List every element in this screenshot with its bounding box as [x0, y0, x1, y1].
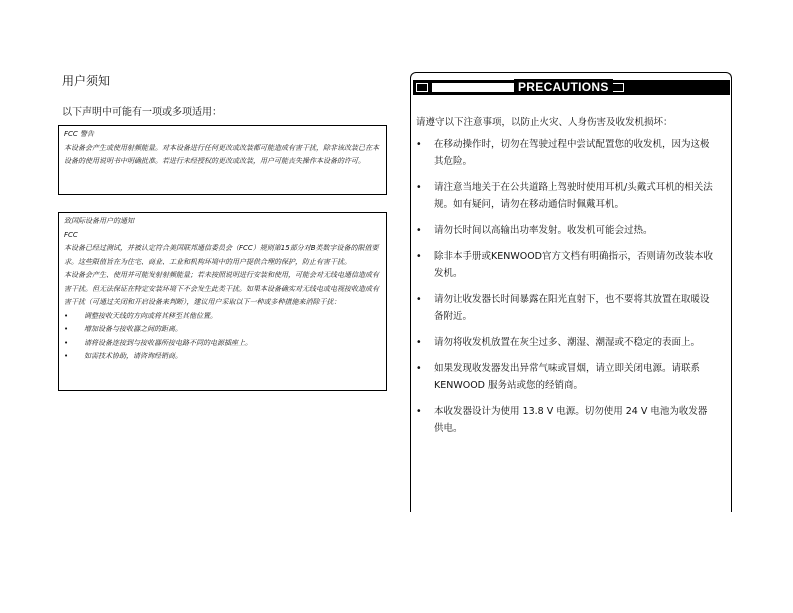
intl-notice-subheading: FCC — [64, 230, 78, 239]
bullet-icon: • — [64, 325, 69, 333]
precautions-intro: 请遵守以下注意事项，以防止火灾、人身伤害及收发机损坏： — [416, 117, 673, 128]
list-item: • 增加设备与接收器之间的距离。 — [64, 323, 381, 337]
fcc-warning-box — [58, 125, 387, 195]
precautions-title: PRECAUTIONS — [514, 79, 613, 95]
bullet-icon: • — [416, 225, 422, 236]
intl-notice-box — [58, 212, 387, 391]
intl-notice-heading: 致国际设备用户的通知 — [64, 217, 134, 225]
banner-right-box-icon — [612, 83, 624, 92]
list-item: • 调整接收天线的方向或将其移至其他位置。 — [64, 310, 381, 324]
bullet-icon: • — [416, 363, 422, 374]
bullet-icon: • — [416, 182, 422, 193]
bullet-icon: • — [416, 406, 422, 417]
bullet-icon: • — [416, 337, 422, 348]
intl-notice-para1: 本设备已经过测试，并被认定符合美国联邦通信委员会（FCC）规则第15部分对B类数字设备的限值要求。这些限值旨在为住宅、商业、工业和机构环境中的用户提供合理的保护，防止有害干扰。 — [64, 244, 379, 266]
list-item: • 如果发现收发器发出异常气味或冒烟，请立即关闭电源。请联系 KENWOOD 服务站或您的经销商。 — [416, 360, 716, 394]
bullet-icon: • — [64, 352, 69, 360]
precautions-list — [416, 136, 716, 446]
bullet-icon: • — [64, 338, 69, 347]
bullet-icon: • — [416, 251, 422, 262]
fcc-warning-heading: FCC 警告 — [64, 130, 95, 138]
list-item: • 请勿让收发器长时间暴露在阳光直射下，也不要将其放置在取暖设备附近。 — [416, 291, 716, 325]
list-item: • 请勿将收发机放置在灰尘过多、潮湿、潮湿或不稳定的表面上。 — [416, 334, 716, 351]
bullet-icon: • — [64, 311, 69, 320]
list-item: • 请勿长时间以高输出功率发射。收发机可能会过热。 — [416, 222, 716, 239]
fcc-warning-text: 本设备会产生或使用射频能量。对本设备进行任何更改或改装都可能造成有害干扰，除非该改装已在本设备的使用说明书中明确批准。若进行未经授权的更改或改装，用户可能丧失操作本设备的许可。 — [64, 143, 379, 165]
list-item: • 在移动操作时，切勿在驾驶过程中尝试配置您的收发机，因为这极其危险。 — [416, 136, 716, 170]
bullet-icon: • — [416, 294, 422, 305]
list-item: • 除非本手册或KENWOOD官方文档有明确指示，否则请勿改装本收发机。 — [416, 248, 716, 282]
list-item: • 如需技术协助，请咨询经销商。 — [64, 350, 381, 364]
list-item: • 请注意当地关于在公共道路上驾驶时使用耳机/头戴式耳机的相关法规。如有疑问，请勿在移动通信时佩戴耳机。 — [416, 179, 716, 213]
intl-notice-para2: 本设备会产生、使用并可能发射射频能量；若未按照说明进行安装和使用，可能会对无线电通信造成有害干扰。但无法保证在特定安装环境下不会发生此类干扰。如果本设备确实对无线电或电视接收造成有害干扰（可通过关闭和开启设备来判断），建议用户采取以下一种或多种措施来消除干扰： — [64, 271, 379, 306]
intro-statement: 以下声明中可能有一项或多项适用： — [62, 107, 222, 118]
page-title: 用户须知 — [62, 74, 111, 88]
list-item: • 本收发器设计为使用 13.8 V 电源。切勿使用 24 V 电池为收发器供电。 — [416, 403, 716, 437]
intl-notice-bullets — [64, 310, 381, 364]
banner-left-box-icon — [416, 83, 428, 92]
list-item: • 请将设备连接到与接收器所接电路不同的电源插座上。 — [64, 337, 381, 351]
bullet-icon: • — [416, 139, 422, 150]
